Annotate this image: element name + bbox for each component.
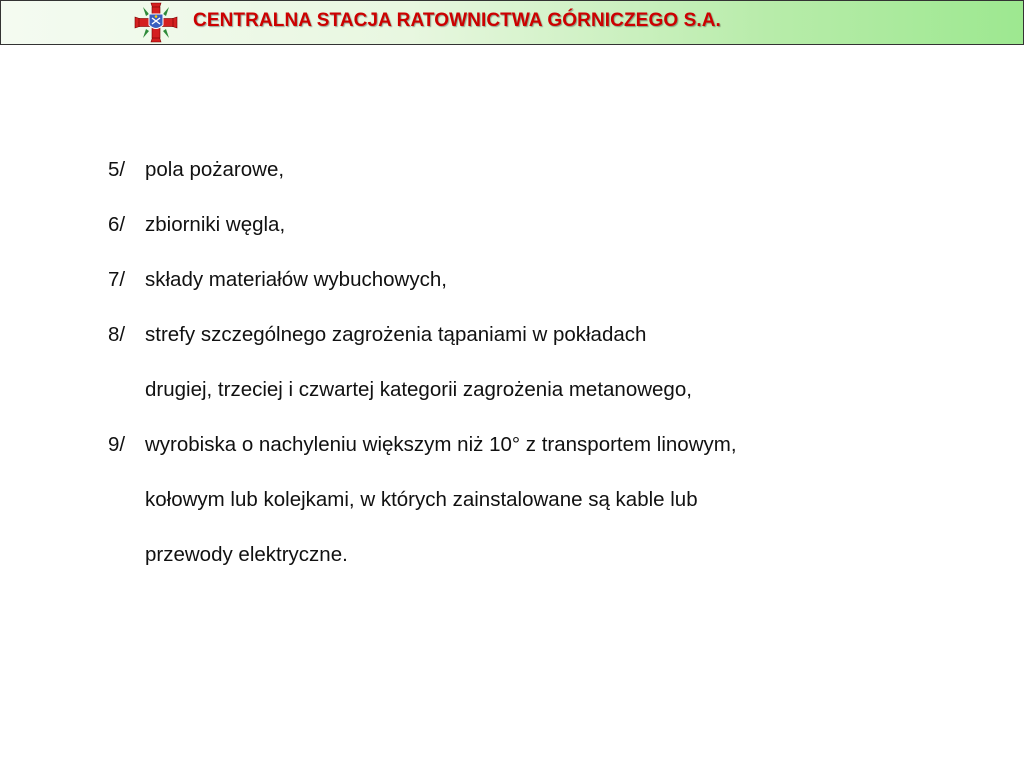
- list-item-text: drugiej, trzeciej i czwartej kategorii zagrożenia metanowego,: [145, 378, 692, 401]
- header-bar: [0, 0, 1024, 45]
- list-item-continuation: [108, 485, 968, 540]
- list-item-number: 7/: [108, 268, 126, 291]
- list-item-number: 9/: [108, 433, 126, 456]
- list-item-text: pola pożarowe,: [145, 158, 285, 181]
- list-item-text: składy materiałów wybuchowych,: [145, 268, 447, 291]
- list-item: [108, 155, 968, 210]
- list-item: [108, 210, 968, 265]
- list-item-continuation: [108, 375, 968, 430]
- organization-title: CENTRALNA STACJA RATOWNICTWA GÓRNICZEGO S.A.: [193, 10, 721, 31]
- hazard-list: [108, 155, 968, 595]
- list-item-number: 8/: [108, 323, 126, 346]
- list-item-text: wyrobiska o nachyleniu większym niż 10° z transportem linowym,: [145, 433, 737, 456]
- list-item-continuation: [108, 540, 968, 595]
- list-item: [108, 265, 968, 320]
- list-item: [108, 320, 968, 375]
- list-item-text: kołowym lub kolejkami, w których zainstalowane są kable lub: [145, 488, 698, 511]
- list-item-number: 5/: [108, 158, 126, 181]
- list-item-text: przewody elektryczne.: [145, 543, 348, 566]
- mine-rescue-cross-emblem-icon: [134, 1, 178, 44]
- list-item-text: zbiorniki węgla,: [145, 213, 286, 236]
- list-item-number: 6/: [108, 213, 126, 236]
- list-item-text: strefy szczególnego zagrożenia tąpaniami w pokładach: [145, 323, 647, 346]
- list-item: [108, 430, 968, 485]
